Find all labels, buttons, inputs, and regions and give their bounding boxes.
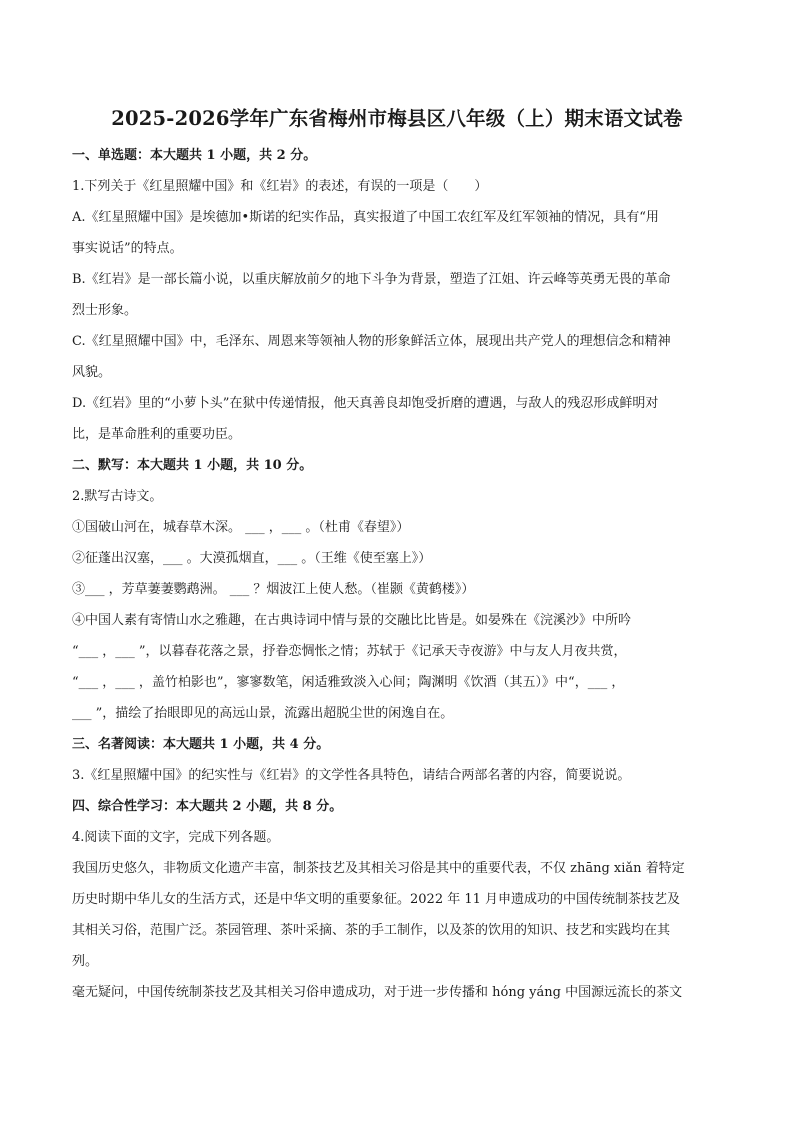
text-line: ___ ”，描绘了抬眼即见的高远山景，流露出超脱尘世的闲逸自在。 <box>72 706 454 721</box>
text-line: 风貌。 <box>72 365 112 380</box>
text-line: 我国历史悠久，非物质文化遗产丰富，制茶技艺及其相关习俗是其中的重要代表，不仅 zhāng xiǎn 着特定 <box>72 861 685 876</box>
section-heading: 二、默写：本大题共 1 小题，共 10 分。 <box>72 458 313 473</box>
text-line: “___ ，___ ”，以暮春花落之景，抒眷恋惆怅之情；苏轼于《记承天寺夜游》中与友人月夜共赏， <box>72 644 627 659</box>
text-line: B.《红岩》是一部长篇小说，以重庆解放前夕的地下斗争为背景，塑造了江姐、许云峰等英勇无畏的革命 <box>72 272 671 287</box>
text-line: 其相关习俗，范围广泛。茶园管理、茶叶采摘、茶的手工制作，以及茶的饮用的知识、技艺和实践均在其 <box>72 923 671 938</box>
text-line: 1.下列关于《红星照耀中国》和《红岩》的表述，有误的一项是（ ） <box>72 179 488 194</box>
text-line: A.《红星照耀中国》是埃德加•斯诺的纪实作品，真实报道了中国工农红军及红军领袖的情况，具有“用 <box>72 210 659 225</box>
text-line: ②征蓬出汉塞，___ 。大漠孤烟直，___ 。（王维《使至塞上》） <box>72 551 432 566</box>
text-line: 历史时期中华儿女的生活方式，还是中华文明的重要象征。2022 年 11 月申遗成功的中国传统制茶技艺及 <box>72 892 681 907</box>
text-line: 烈士形象。 <box>72 303 138 318</box>
text-line: 4.阅读下面的文字，完成下列各题。 <box>72 830 280 845</box>
exam-content <box>72 140 720 1008</box>
text-line: ①国破山河在，城春草木深。 ___ ，___ 。（杜甫《春望》） <box>72 520 410 535</box>
text-line: 3.《红星照耀中国》的纪实性与《红岩》的文学性各具特色，请结合两部名著的内容，简要说说。 <box>72 768 631 783</box>
section-heading: 四、综合性学习：本大题共 2 小题，共 8 分。 <box>72 799 343 814</box>
text-line: C.《红星照耀中国》中，毛泽东、周恩来等领袖人物的形象鲜活立体，展现出共产党人的理想信念和精神 <box>72 334 671 349</box>
text-line: 2.默写古诗文。 <box>72 489 163 504</box>
text-line: “___ ，___ ，盖竹柏影也”，寥寥数笔，闲适雅致淡入心间；陶渊明《饮酒（其五）》中“，___ ， <box>72 675 625 690</box>
text-line: 事实说话”的特点。 <box>72 241 183 256</box>
text-line: ③___ ，芳草萋萋鹦鹉洲。 ___ ？烟波江上使人愁。（崔颢《黄鹤楼》） <box>72 582 475 597</box>
section-heading: 一、单选题：本大题共 1 小题，共 2 分。 <box>72 148 317 163</box>
section-heading: 三、名著阅读：本大题共 1 小题，共 4 分。 <box>72 737 330 752</box>
text-line: 毫无疑问，中国传统制茶技艺及其相关习俗申遗成功，对于进一步传播和 hóng yáng 中国源远流长的茶文 <box>72 985 683 1000</box>
exam-title: 2025-2026学年广东省梅州市梅县区八年级（上）期末语文试卷 <box>111 107 683 130</box>
text-line: 比，是革命胜利的重要功臣。 <box>72 427 242 442</box>
text-line: ④中国人素有寄情山水之雅趣，在古典诗词中情与景的交融比比皆是。如晏殊在《浣溪沙》中所吟 <box>72 613 632 628</box>
text-line: 列。 <box>72 954 99 969</box>
text-line: D.《红岩》里的“小萝卜头”在狱中传递情报，他天真善良却饱受折磨的遭遇，与敌人的残忍形成鲜明对 <box>72 396 659 411</box>
